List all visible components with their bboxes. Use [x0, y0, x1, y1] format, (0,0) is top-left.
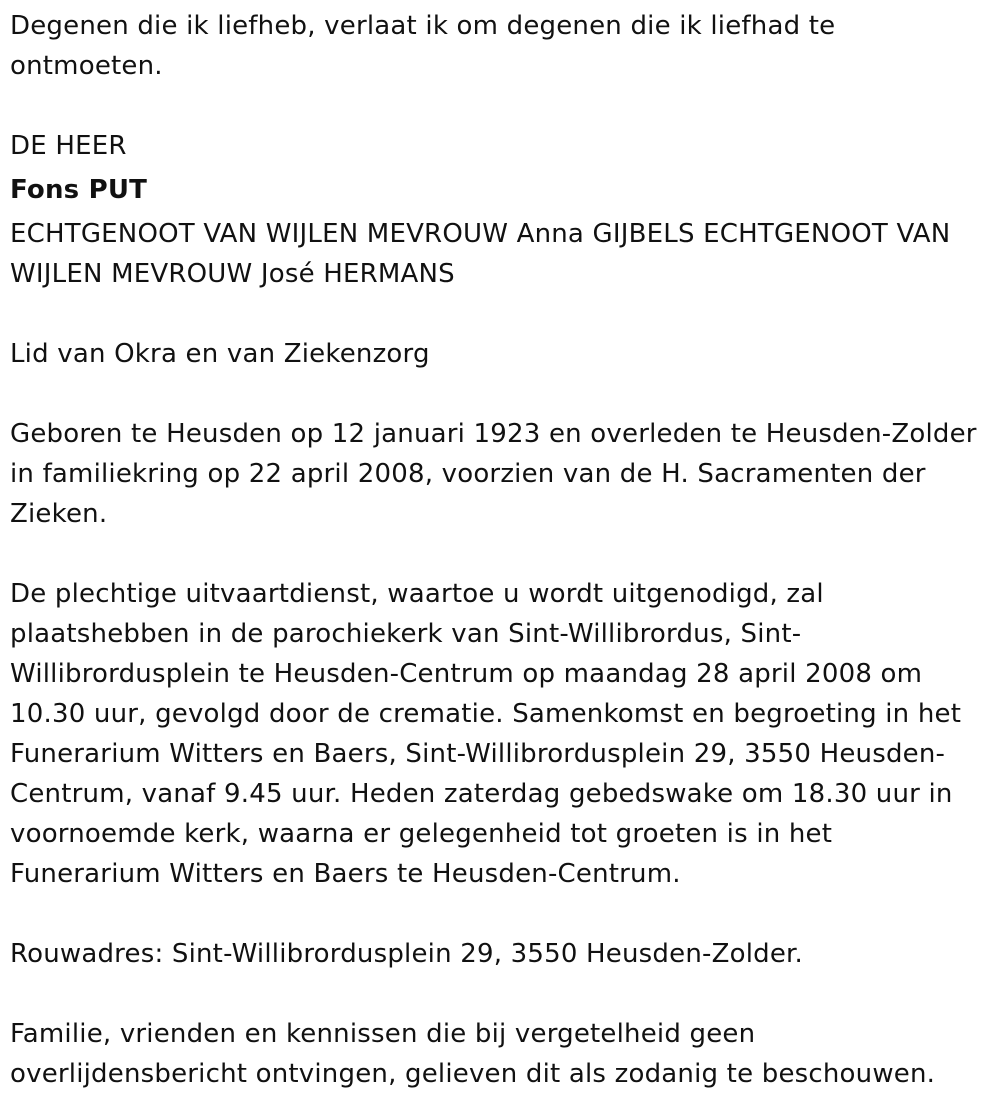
spacer [10, 86, 985, 126]
obituary-notice [10, 6, 985, 1094]
spacer [10, 974, 985, 1014]
deceased-name: Fons PUT [10, 175, 148, 205]
funeral-paragraph: De plechtige uitvaartdienst, waartoe u wordt uitgenodigd, zal plaatshebben in de parochiekerk van Sint-Willibrordus, Sint-Willibrordusplein te Heusden-Centrum op maandag 28 april 2008 om 10.30 uur, gevolgd door de crematie. Samenkomst en begroeting in het Funerarium Witters en Baers, Sint-Willibrordusplein 29, 3550 Heusden-Centrum, vanaf 9.45 uur. Heden zaterdag gebedswake om 18.30 uur in voornoemde kerk, waarna er gelegenheid tot groeten is in het Funerarium Witters en Baers te Heusden-Centrum. [10, 579, 962, 889]
spacer [10, 534, 985, 574]
membership-line: Lid van Okra en van Ziekenzorg [10, 339, 430, 369]
closing-paragraph: Familie, vrienden en kennissen die bij vergetelheid geen overlijdensbericht ontvingen, gelieven dit als zodanig te beschouwen. [10, 1019, 936, 1089]
spacer [10, 894, 985, 934]
salutation: DE HEER [10, 131, 127, 161]
spacer [10, 374, 985, 414]
spouses-line: ECHTGENOOT VAN WIJLEN MEVROUW Anna GIJBELS ECHTGENOOT VAN WIJLEN MEVROUW José HERMANS [10, 219, 951, 289]
birth-death-paragraph: Geboren te Heusden op 12 januari 1923 en overleden te Heusden-Zolder in familiekring op 22 april 2008, voorzien van de H. Sacramenten der Zieken. [10, 419, 977, 529]
mourning-address: Rouwadres: Sint-Willibrordusplein 29, 3550 Heusden-Zolder. [10, 939, 803, 969]
spacer [10, 294, 985, 334]
motto: Degenen die ik liefheb, verlaat ik om degenen die ik liefhad te ontmoeten. [10, 11, 836, 81]
